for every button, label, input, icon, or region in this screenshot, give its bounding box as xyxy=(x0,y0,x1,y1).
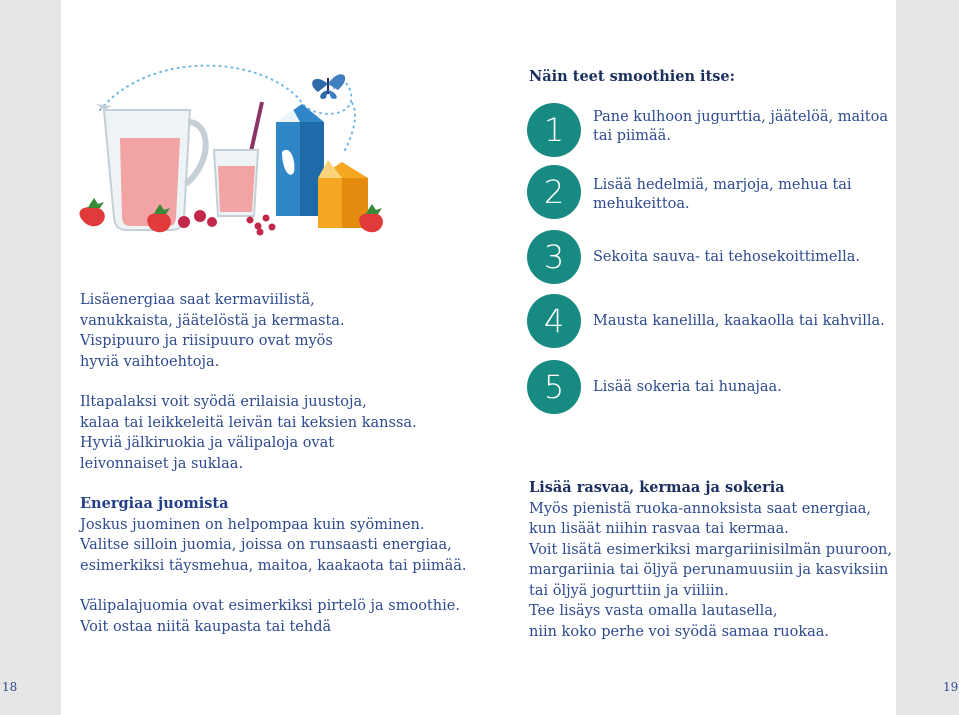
text-line: margariinia tai öljyä perunamuusiin ja kasviksiin xyxy=(529,562,889,578)
text-line: tai piimää. xyxy=(593,127,671,144)
text-line: esimerkiksi täysmehua, maitoa, kaakaota tai piimää. xyxy=(80,557,467,574)
text-line: hyviä vaihtoehtoja. xyxy=(80,353,220,370)
text-line: leivonnaiset ja suklaa. xyxy=(80,455,244,472)
butterfly-icon xyxy=(312,74,345,99)
text-line: Myös pienistä ruoka-annoksista saat energiaa, xyxy=(529,500,872,517)
text-line: vanukkaista, jäätelöstä ja kermasta. xyxy=(80,312,345,329)
text-line: Lisäenergiaa saat kermaviilistä, xyxy=(80,292,315,308)
text-line: Pane kulhoon jugurttia, jäätelöä, maitoa xyxy=(593,109,888,125)
paragraph-energy-drinks xyxy=(80,494,467,576)
step-number-badge: 4 xyxy=(527,294,581,348)
step-text xyxy=(593,248,873,267)
steps-title: Näin teet smoothien itse: xyxy=(529,68,736,85)
text-line: Mausta kanelilla, kaakaolla tai kahvilla. xyxy=(593,313,885,329)
text-line: Välipalajuomia ovat esimerkiksi pirtelö ja smoothie. xyxy=(80,598,460,614)
text-line: Sekoita sauva- tai tehosekoittimella. xyxy=(593,249,861,265)
text-line: Lisää hedelmiä, marjoja, mehua tai xyxy=(593,177,852,193)
page-number-left: 18 xyxy=(2,680,18,694)
step-number-badge: 2 xyxy=(527,165,581,219)
section-heading: Lisää rasvaa, kermaa ja sokeria xyxy=(529,479,785,496)
milk-carton-icon xyxy=(276,100,324,216)
step-text xyxy=(593,108,888,145)
step-number-badge: 1 xyxy=(527,103,581,157)
text-line: Tee lisäys vasta omalla lautasella, xyxy=(529,603,778,619)
step-text xyxy=(593,378,873,397)
text-line: kun lisäät niihin rasvaa tai kermaa. xyxy=(529,521,789,537)
page-number-right: 19 xyxy=(943,680,959,694)
section-heading: Energiaa juomista xyxy=(80,495,229,512)
flight-path-end xyxy=(345,100,355,150)
paragraph-evening-snack xyxy=(80,392,460,474)
step-number-badge: 5 xyxy=(527,360,581,414)
text-line: Valitse silloin juomia, joissa on runsaasti energiaa, xyxy=(80,537,452,553)
text-line: Voit ostaa niitä kaupasta tai tehdä xyxy=(80,618,332,635)
text-line: Hyviä jälkiruokia ja välipaloja ovat xyxy=(80,435,335,451)
step-number-badge: 3 xyxy=(527,230,581,284)
paragraph-extra-energy xyxy=(80,290,460,372)
step-text xyxy=(593,312,885,331)
paragraph-snack-drinks xyxy=(80,596,460,637)
text-line: tai öljyä jogurttiin ja viiliin. xyxy=(529,582,729,599)
pitcher-icon xyxy=(96,104,206,230)
right-column-fat-tips xyxy=(529,478,892,642)
glass-with-straw-icon xyxy=(214,102,262,216)
text-line: kalaa tai leikkeleitä leivän tai keksien kanssa. xyxy=(80,414,417,431)
smoothie-illustration xyxy=(60,60,400,240)
text-line: Voit lisätä esimerkiksi margariinisilmän puuroon, xyxy=(529,541,892,558)
flight-path xyxy=(100,66,351,114)
text-line: Lisää sokeria tai hunajaa. xyxy=(593,379,782,395)
text-line: Iltapalaksi voit syödä erilaisia juustoja, xyxy=(80,394,367,410)
text-line: niin koko perhe voi syödä samaa ruokaa. xyxy=(529,623,830,640)
left-column xyxy=(80,290,467,657)
text-line: Joskus juominen on helpompaa kuin syöminen. xyxy=(80,516,425,533)
text-line: mehukeittoa. xyxy=(593,195,690,212)
step-text xyxy=(593,176,873,213)
text-line: Vispipuuro ja riisipuuro ovat myös xyxy=(80,333,333,349)
